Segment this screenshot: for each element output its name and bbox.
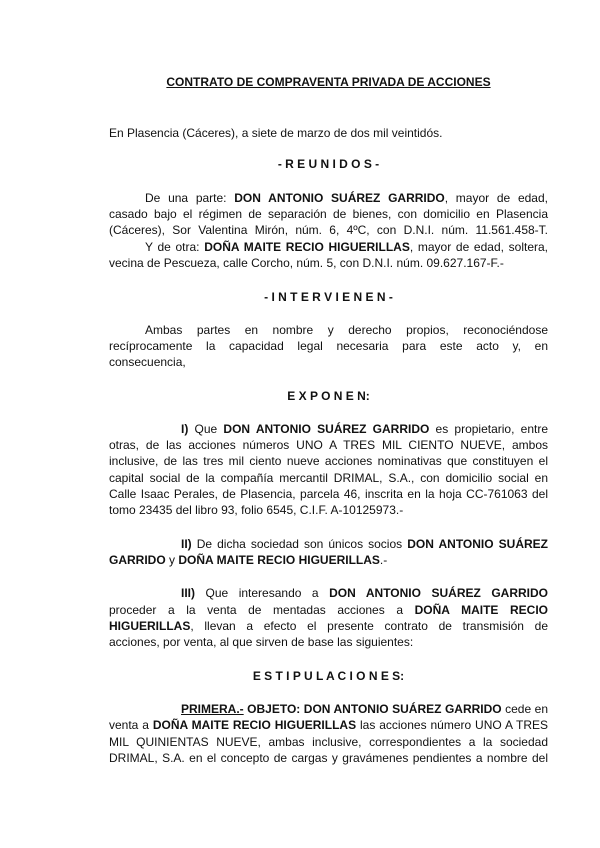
intervienen-line1: Ambas partes en nombre y derecho propios, reconociéndose [145, 323, 548, 337]
primera-line1: PRIMERA.- OBJETO: DON ANTONIO SUÁREZ GARRIDO cede en [181, 702, 548, 716]
party1-line1: De una parte: DON ANTONIO SUÁREZ GARRIDO, mayor de edad, [145, 191, 548, 205]
party2-line2: vecina de Pescueza, calle Corcho, núm. 5, con D.N.I. núm. 09.627.167-F.- [109, 256, 504, 270]
expo1-line5: Calle Isaac Perales, de Plasencia, parcela 46, inscrita en la hoja CC-761063 del [109, 487, 548, 501]
expo1-line4: capital social de la compañía mercantil DRIMAL, S.A., con domicilio social en [109, 471, 548, 485]
expo3-line2: proceder a la venta de mentadas acciones a DOÑA MAITE RECIO [109, 603, 549, 617]
expo2-line1: II) De dicha sociedad son únicos socios DON ANTONIO SUÁREZ [181, 537, 548, 551]
expo3-line1: III) Que interesando a DON ANTONIO SUÁREZ GARRIDO [181, 586, 548, 600]
expo1-line6: tomo 23435 del libro 93, folio 6545, C.I.F. A-10125973.- [109, 503, 404, 517]
intervienen-line2: recíprocamente la capacidad legal necesaria para este acto y, en [109, 339, 548, 353]
primera-line3: MIL QUINIENTAS NUEVE, ambas inclusive, correspondientes a la sociedad [109, 735, 548, 749]
heading-exponen: E X P O N E N: [287, 389, 370, 403]
party1-line3: (Cáceres), Sor Valentina Mirón, núm. 6, 4ºC, con D.N.I. núm. 11.561.458-T. [109, 223, 548, 237]
expo1-line3: inclusive, de las tres mil ciento nueve acciones nominativas que constituyen el [109, 454, 548, 468]
party1-line2: casado bajo el régimen de separación de bienes, con domicilio en Plasencia [109, 207, 548, 221]
primera-line4: DRIMAL, S.A. en el concepto de cargas y gravámenes pendientes a nombre del [109, 751, 548, 765]
document-title: CONTRATO DE COMPRAVENTA PRIVADA DE ACCIONES [166, 75, 491, 89]
expo1-line2: otras, de las acciones números UNO A TRES MIL CIENTO NUEVE, ambos [109, 438, 548, 452]
place-date: En Plasencia (Cáceres), a siete de marzo de dos mil veintidós. [109, 126, 443, 140]
expo3-line4: acciones, por venta, al que sirven de base las siguientes: [109, 635, 414, 649]
heading-intervienen: - I N T E R V I E N E N - [264, 290, 393, 304]
expo1-line1: I) Que DON ANTONIO SUÁREZ GARRIDO es propietario, entre [181, 422, 548, 436]
expo3-line3: HIGUERILLAS, llevan a efecto el presente contrato de transmisión de [109, 619, 548, 633]
intervienen-line3: consecuencia, [109, 355, 186, 369]
expo2-line2: GARRIDO y DOÑA MAITE RECIO HIGUERILLAS.- [109, 553, 388, 567]
heading-estipulaciones: E S T I P U L A C I O N E S: [252, 669, 405, 683]
heading-reunidos: - R E U N I D O S - [277, 157, 380, 171]
party2-line1: Y de otra: DOÑA MAITE RECIO HIGUERILLAS, mayor de edad, soltera, [145, 240, 548, 254]
primera-line2: venta a DOÑA MAITE RECIO HIGUERILLAS las acciones número UNO A TRES [109, 718, 548, 732]
